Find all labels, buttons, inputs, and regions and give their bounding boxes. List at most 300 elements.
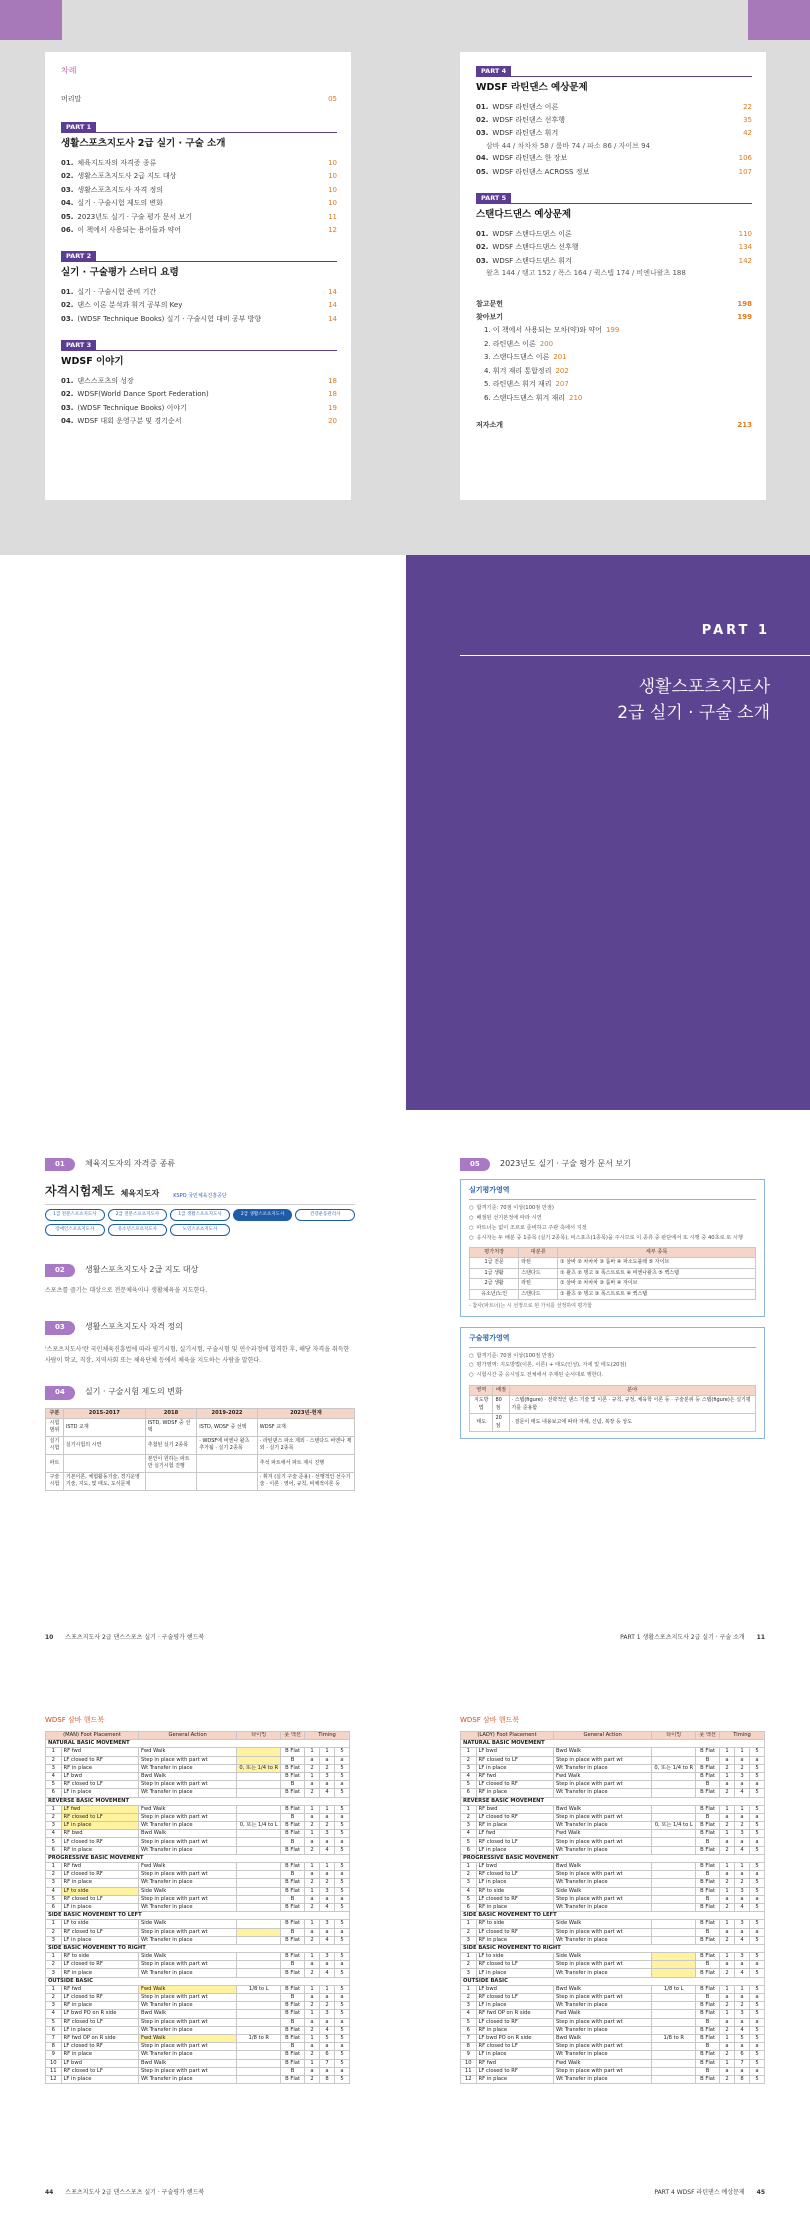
samba-cell-g: Wt Transfer in place: [138, 2026, 236, 2034]
toc-author[interactable]: [476, 419, 752, 432]
samba-cell-f: RF in place: [61, 2051, 138, 2059]
samba-cell-ti: [237, 1879, 281, 1887]
samba-cell-t3: a: [334, 2018, 349, 2026]
bullet-dot-icon: ○: [469, 1372, 474, 1379]
samba-cell-n: 2: [46, 1928, 62, 1936]
samba-cell-t1: a: [720, 1871, 735, 1879]
samba-cell-f: RF fwd: [476, 2059, 553, 2067]
samba-cell-t1: 1: [720, 1985, 735, 1993]
samba-cell-t2: 4: [320, 2026, 335, 2034]
toc-intro-label: 머리말: [61, 94, 82, 103]
samba-cell-t2: 4: [735, 1903, 750, 1911]
samba-step-row: [46, 2026, 350, 2034]
samba-cell-t3: 5: [334, 2002, 349, 2010]
samba-cell-fa: B Flat: [696, 1953, 720, 1961]
cert-tab[interactable]: 유소년스포츠지도사: [108, 1224, 168, 1236]
toc-item-text: [476, 230, 572, 239]
samba-cell-f: LF bwd: [476, 1748, 553, 1756]
toc-item-number: 02.: [476, 243, 489, 252]
toc-item[interactable]: [61, 313, 337, 326]
samba-cell-t1: a: [720, 1781, 735, 1789]
index-item[interactable]: [476, 351, 752, 364]
toc-item[interactable]: [476, 101, 752, 114]
index-item-page: 199: [605, 326, 620, 335]
toc-item-text: [61, 315, 261, 324]
samba-cell-t2: a: [320, 2018, 335, 2026]
samba-cell-ti: [652, 1879, 696, 1887]
toc-item[interactable]: [476, 241, 752, 254]
samba-cell-ti: 0, 또는 1/4 to L: [237, 1822, 281, 1830]
toc-item[interactable]: [61, 375, 337, 388]
index-item[interactable]: [476, 338, 752, 351]
toc-item[interactable]: [61, 170, 337, 183]
samba-cell-t2: a: [320, 2067, 335, 2075]
toc-item[interactable]: [61, 299, 337, 312]
samba-cell-ti: [652, 2026, 696, 2034]
samba-cell-ti: [237, 1756, 281, 1764]
samba-cell-t2: a: [320, 1961, 335, 1969]
samba-cell-f: RF fwd: [61, 1863, 138, 1871]
samba-cell-g: Step in place with part wt: [138, 1756, 236, 1764]
samba-cell-n: 6: [461, 1903, 477, 1911]
samba-cell-f: LF to side: [61, 1887, 138, 1895]
samba-cell-n: 2: [461, 1871, 477, 1879]
samba-cell-g: Wt Transfer in place: [553, 1969, 651, 1977]
samba-cell-fa: B Flat: [281, 1903, 305, 1911]
cert-tabs: [45, 1209, 355, 1236]
samba-cell-t3: 5: [749, 1863, 764, 1871]
part-rule: [61, 350, 337, 351]
samba-cell-f: RF in place: [476, 2026, 553, 2034]
samba-cell-n: 6: [46, 2026, 62, 2034]
samba-cell-g: Bwd Walk: [553, 2034, 651, 2042]
samba-cell-t2: 5: [320, 2034, 335, 2042]
toc-item[interactable]: [61, 388, 337, 401]
samba-step-row: [46, 1838, 350, 1846]
toc-item[interactable]: [476, 166, 752, 179]
samba-cell-f: RF closed to LF: [61, 2018, 138, 2026]
samba-cell-f: LF bwd PO on R side: [476, 2034, 553, 2042]
samba-step-row: [461, 2059, 765, 2067]
samba-cell-fa: B: [281, 1994, 305, 2002]
toc-item-title: WDSF 라틴댄스 휘겨: [492, 129, 559, 138]
samba-cell-t2: 1: [735, 1805, 750, 1813]
samba-cell-n: 3: [46, 1764, 62, 1772]
samba-cell-ti: [652, 1756, 696, 1764]
samba-section-row: [461, 1797, 765, 1805]
samba-cell-t2: 4: [735, 1789, 750, 1797]
samba-cell-fa: B Flat: [696, 1822, 720, 1830]
cert-tab[interactable]: 장애인스포츠지도사: [45, 1224, 105, 1236]
toc-item-text: [61, 199, 163, 208]
samba-cell-t2: a: [735, 1871, 750, 1879]
toc-item[interactable]: [61, 415, 337, 428]
samba-section-title: SIDE BASIC MOVEMENT TO RIGHT: [46, 1944, 350, 1952]
table-row: [470, 1268, 756, 1279]
samba-cell-n: 9: [46, 2051, 62, 2059]
table-cell: ISTD, WDSF 중 선택: [145, 1418, 197, 1436]
samba-right-page: [460, 1715, 765, 2084]
samba-cell-t2: 2: [320, 1879, 335, 1887]
toc-item[interactable]: [476, 255, 752, 268]
samba-cell-g: Fwd Walk: [553, 2059, 651, 2067]
toc-index-items: [476, 324, 752, 405]
table-cell: 본인이 원하는 파트만 실기시험 진행: [145, 1454, 197, 1472]
samba-cell-ti: [652, 1887, 696, 1895]
samba-left-heading: WDSF 삼바 핸드북: [45, 1716, 105, 1724]
section-03-body: '스포츠지도사'란 국민체육진흥법에 따라 필기시험, 실기시험, 구술시험 및 연수과정에 합격한 후, 해당 자격을 취득한 사람이 학교, 직장, 지역사회 또는 체육단체 등에서 체육을 지도하는 사람을 말한다.: [45, 1345, 350, 1364]
samba-cell-t3: 5: [749, 1969, 764, 1977]
samba-cell-g: Step in place with part wt: [553, 1994, 651, 2002]
samba-cell-t3: 5: [334, 1863, 349, 1871]
samba-cell-f: RF closed to LF: [476, 1961, 553, 1969]
toc-item-text: [476, 257, 572, 266]
samba-cell-fa: B: [281, 2067, 305, 2075]
table-header-cell: 2015-2017: [63, 1408, 145, 1418]
samba-cell-t3: 5: [749, 1748, 764, 1756]
samba-cell-n: 7: [46, 2034, 62, 2042]
part-rule: [476, 76, 752, 77]
samba-right-footer: [560, 2187, 765, 2196]
cert-tab[interactable]: 1급 전문스포츠지도사: [45, 1209, 105, 1221]
samba-cell-t3: 5: [749, 2034, 764, 2042]
toc-item[interactable]: [61, 157, 337, 170]
toc-item-text: [476, 168, 589, 177]
toc-intro-page: 05: [328, 94, 337, 103]
part-title: 스탠다드댄스 예상문제: [476, 208, 572, 220]
samba-step-row: [461, 2051, 765, 2059]
table-header-cell: 영역: [470, 1386, 493, 1396]
samba-cell-n: 4: [46, 1772, 62, 1780]
samba-cell-g: Step in place with part wt: [138, 1838, 236, 1846]
toc-refs-page: 198: [737, 299, 752, 308]
toc-item[interactable]: [61, 286, 337, 299]
samba-cell-fa: B: [696, 1781, 720, 1789]
samba-cell-ti: [652, 1863, 696, 1871]
samba-cell-ti: [237, 2059, 281, 2067]
samba-cell-n: 4: [461, 1772, 477, 1780]
exam-bullet: [469, 1234, 756, 1244]
samba-cell-t1: 2: [720, 1936, 735, 1944]
toc-item[interactable]: [61, 184, 337, 197]
samba-cell-ti: [652, 1813, 696, 1821]
samba-cell-ti: [237, 1789, 281, 1797]
samba-cell-f: RF closed to LF: [476, 2043, 553, 2051]
samba-cell-t3: 5: [749, 1822, 764, 1830]
samba-cell-t3: a: [749, 1838, 764, 1846]
samba-cell-ti: [652, 1772, 696, 1780]
samba-cell-t1: a: [305, 1813, 320, 1821]
samba-cell-f: RF closed to LF: [61, 2067, 138, 2075]
samba-cell-t3: a: [749, 1813, 764, 1821]
samba-section-title: NATURAL BASIC MOVEMENT: [46, 1740, 350, 1748]
cert-tab[interactable]: 2급 생활스포츠지도사: [233, 1209, 293, 1221]
toc-item[interactable]: [476, 114, 752, 127]
samba-cell-t2: 6: [320, 2051, 335, 2059]
practical-exam-table: [469, 1247, 756, 1300]
table-cell: · 스텝(figure) · 전략적인 댄스 기술 및 이론 · 규칙, 규정, 체육학 이론 등 · 구술분위 등 스텝(figure)은 실기평가를 준용함: [509, 1396, 755, 1414]
toc-item[interactable]: [476, 127, 752, 140]
samba-cell-f: RF bwd: [61, 1830, 138, 1838]
samba-cell-g: Step in place with part wt: [553, 1813, 651, 1821]
index-item-page: 210: [568, 393, 583, 402]
samba-cell-t2: a: [320, 1928, 335, 1936]
samba-cell-fa: B Flat: [281, 1863, 305, 1871]
samba-cell-t2: 1: [735, 1985, 750, 1993]
samba-step-row: [46, 2075, 350, 2083]
kspo-logo: KSPO 국민체육진흥공단: [173, 1192, 227, 1199]
table-cell: ISTD 교재: [63, 1418, 145, 1436]
toc-item[interactable]: [61, 224, 337, 237]
section-02-body: 스포츠를 즐기는 대상으로 전문체육이나 생활체육을 지도한다.: [45, 1287, 208, 1295]
samba-cell-t3: 5: [334, 1805, 349, 1813]
toc-item[interactable]: [61, 211, 337, 224]
samba-cell-n: 2: [461, 1928, 477, 1936]
samba-cell-ti: [652, 1871, 696, 1879]
toc-item-page: 14: [328, 301, 337, 310]
toc-item-number: 04.: [61, 417, 74, 426]
samba-section-row: [46, 1797, 350, 1805]
oral-exam-table: [469, 1385, 756, 1432]
part-tag: PART 2: [61, 251, 96, 262]
toc-item-number: 05.: [476, 167, 489, 176]
toc-item-title: WDSF 라틴댄스 한 장보: [492, 154, 568, 163]
samba-cell-f: RF closed to LF: [61, 1895, 138, 1903]
cert-system-title: 자격시험제도: [45, 1184, 115, 1199]
table-cell: [197, 1472, 258, 1490]
samba-cell-t2: 8: [320, 2075, 335, 2083]
samba-step-row: [461, 1813, 765, 1821]
samba-cell-g: Side Walk: [553, 1920, 651, 1928]
samba-cell-t1: 2: [305, 2026, 320, 2034]
samba-cell-n: 3: [46, 1936, 62, 1944]
samba-cell-t3: 5: [334, 1920, 349, 1928]
samba-cell-n: 5: [461, 1781, 477, 1789]
toc-item-page: 142: [738, 256, 752, 265]
samba-cell-n: 3: [461, 1969, 477, 1977]
samba-cell-t1: a: [720, 1838, 735, 1846]
section-03-number: 03: [45, 1321, 75, 1334]
samba-cell-fa: B: [696, 2018, 720, 2026]
section-02-title: 생활스포츠지도사 2급 지도 대상: [84, 1264, 199, 1274]
table-cell: 실기시험: [46, 1436, 64, 1454]
samba-cell-t2: 3: [735, 1887, 750, 1895]
samba-step-row: [46, 1994, 350, 2002]
samba-step-row: [46, 2051, 350, 2059]
samba-cell-f: LF closed to RF: [476, 2018, 553, 2026]
samba-cell-t1: 1: [305, 1863, 320, 1871]
index-item-title: 6. 스탠다드댄스 휘겨 재리: [484, 393, 565, 402]
samba-step-row: [46, 1887, 350, 1895]
left-page-footer: [45, 1632, 204, 1641]
samba-cell-f: LF in place: [61, 1822, 138, 1830]
cert-tab[interactable]: 노인스포츠지도사: [170, 1224, 230, 1236]
samba-step-row: [461, 1895, 765, 1903]
samba-cell-ti: [652, 2002, 696, 2010]
samba-cell-g: Bwd Walk: [553, 1748, 651, 1756]
samba-cell-t3: 5: [334, 2034, 349, 2042]
samba-cell-fa: B Flat: [281, 1985, 305, 1993]
cert-tab[interactable]: 1급 생활스포츠지도사: [170, 1209, 230, 1221]
cert-tab[interactable]: 2급 전문스포츠지도사: [108, 1209, 168, 1221]
samba-cell-g: Bwd Walk: [138, 2010, 236, 2018]
toc-item[interactable]: [61, 402, 337, 415]
table-row: [470, 1279, 756, 1290]
toc-spread: [0, 0, 810, 555]
samba-right-page-number: 45: [756, 2189, 765, 2196]
bullet-dot-icon: ○: [469, 1214, 474, 1221]
samba-cell-ti: [237, 1838, 281, 1846]
samba-cell-t2: 4: [735, 1969, 750, 1977]
samba-cell-t3: a: [334, 1961, 349, 1969]
samba-cell-n: 1: [46, 1805, 62, 1813]
samba-step-row: [46, 2043, 350, 2051]
samba-cell-t1: a: [305, 1928, 320, 1936]
samba-step-row: [461, 1805, 765, 1813]
samba-cell-f: LF closed to RF: [61, 1871, 138, 1879]
samba-cell-g: Step in place with part wt: [553, 1961, 651, 1969]
samba-cell-fa: B Flat: [281, 1846, 305, 1854]
samba-cell-fa: B Flat: [281, 1953, 305, 1961]
index-item[interactable]: [476, 392, 752, 405]
samba-cell-t2: 7: [320, 2059, 335, 2067]
samba-step-row: [46, 1936, 350, 1944]
samba-cell-f: RF in place: [476, 2075, 553, 2083]
cert-tab[interactable]: 건강운동관리사: [295, 1209, 355, 1221]
samba-cell-t2: a: [735, 2067, 750, 2075]
samba-cell-t1: a: [305, 1781, 320, 1789]
samba-cell-ti: [237, 1813, 281, 1821]
samba-cell-g: Fwd Walk: [553, 1830, 651, 1838]
samba-cell-ti: [237, 1936, 281, 1944]
samba-cell-f: LF bwd: [476, 1985, 553, 1993]
samba-cell-n: 10: [46, 2059, 62, 2067]
samba-cell-n: 7: [461, 2034, 477, 2042]
samba-cell-f: LF closed to RF: [61, 1961, 138, 1969]
samba-cell-fa: B Flat: [281, 1830, 305, 1838]
samba-cell-n: 5: [461, 1895, 477, 1903]
samba-cell-f: RF fwd: [61, 1748, 138, 1756]
toc-item-text: [476, 154, 567, 163]
samba-cell-g: Fwd Walk: [138, 1805, 236, 1813]
samba-cell-t3: 5: [749, 1903, 764, 1911]
samba-cell-n: 6: [461, 1789, 477, 1797]
samba-cell-t2: 3: [735, 1830, 750, 1838]
toc-item[interactable]: [61, 197, 337, 210]
toc-refs[interactable]: [476, 298, 752, 311]
part-tag: PART 1: [61, 122, 96, 133]
samba-cell-n: 12: [46, 2075, 62, 2083]
samba-cell-fa: B Flat: [696, 1887, 720, 1895]
samba-cell-g: Wt Transfer in place: [553, 2051, 651, 2059]
samba-step-row: [46, 1961, 350, 1969]
toc-item[interactable]: [476, 228, 752, 241]
toc-item-title: 생활스포츠지도사 자격 정의: [77, 185, 164, 194]
samba-cell-ti: [237, 2026, 281, 2034]
samba-cell-t3: a: [334, 1781, 349, 1789]
section-04-title: 실기 · 구술시험 제도의 변화: [84, 1387, 183, 1397]
samba-header-cell: Timing: [305, 1732, 350, 1740]
samba-cell-n: 4: [461, 2010, 477, 2018]
samba-cell-g: Step in place with part wt: [138, 1781, 236, 1789]
samba-cell-n: 4: [46, 1887, 62, 1895]
toc-item-page: 14: [328, 288, 337, 297]
samba-cell-g: Wt Transfer in place: [553, 1789, 651, 1797]
samba-cell-f: RF in place: [476, 1822, 553, 1830]
samba-cell-t2: 4: [320, 1936, 335, 1944]
toc-item-number: 01.: [476, 229, 489, 238]
samba-step-row: [46, 2034, 350, 2042]
samba-cell-f: LF fwd: [476, 1830, 553, 1838]
samba-step-row: [461, 1748, 765, 1756]
index-item[interactable]: [476, 378, 752, 391]
exam-bullet: [469, 1214, 756, 1224]
samba-cell-t3: a: [334, 2043, 349, 2051]
toc-item-title: 실기 · 구술시험 준비 기간: [77, 288, 157, 297]
samba-cell-t1: 2: [720, 1846, 735, 1854]
table-header-cell: 세부 종목: [558, 1248, 756, 1258]
samba-cell-t1: 1: [720, 2010, 735, 2018]
index-item[interactable]: [476, 365, 752, 378]
toc-part: [476, 66, 752, 179]
samba-cell-fa: B: [281, 2043, 305, 2051]
samba-step-row: [46, 1822, 350, 1830]
index-item[interactable]: [476, 324, 752, 337]
samba-cell-ti: [652, 2010, 696, 2018]
samba-cell-t3: 5: [334, 1887, 349, 1895]
samba-cell-fa: B Flat: [281, 1805, 305, 1813]
toc-item-title: 생활스포츠지도사 2급 지도 대상: [77, 172, 177, 181]
corner-decoration-right: [748, 0, 810, 40]
samba-cell-g: Step in place with part wt: [553, 2018, 651, 2026]
table-header-cell: 2018: [145, 1408, 197, 1418]
samba-cell-g: Bwd Walk: [138, 1772, 236, 1780]
table-header-cell: 2019-2022: [197, 1408, 258, 1418]
samba-step-row: [461, 1903, 765, 1911]
samba-cell-t2: 4: [320, 1846, 335, 1854]
samba-cell-n: 6: [46, 1903, 62, 1911]
samba-cell-t1: 2: [305, 1789, 320, 1797]
toc-index[interactable]: [476, 311, 752, 324]
table-header-cell: 분야: [509, 1386, 755, 1396]
samba-cell-n: 5: [46, 2018, 62, 2026]
toc-intro[interactable]: [61, 93, 337, 106]
samba-section-row: [46, 1740, 350, 1748]
toc-item-title: 체육지도자의 자격증 종류: [77, 158, 157, 167]
samba-cell-t2: a: [320, 1756, 335, 1764]
toc-item[interactable]: [476, 152, 752, 165]
cert-system-header: [45, 1183, 355, 1199]
table-cell: 기본이론, 체험활동기술, 경기운영기술, 지도, 및 태도, 도식문제: [63, 1472, 145, 1490]
samba-header-cell: 타이밍: [237, 1732, 281, 1740]
table-row: [46, 1436, 355, 1454]
index-item-title: 5. 라틴댄스 휘겨 재리: [484, 380, 552, 389]
samba-cell-n: 3: [461, 1764, 477, 1772]
samba-step-row: [46, 1895, 350, 1903]
samba-cell-fa: B Flat: [696, 1789, 720, 1797]
samba-section-row: [46, 1912, 350, 1920]
samba-cell-ti: [237, 1772, 281, 1780]
samba-cell-g: Step in place with part wt: [138, 1928, 236, 1936]
samba-cell-t3: 5: [334, 1764, 349, 1772]
samba-step-row: [46, 1772, 350, 1780]
samba-cell-fa: B Flat: [281, 1789, 305, 1797]
samba-cell-n: 3: [461, 1879, 477, 1887]
toc-item-title: 댄스스포츠의 성장: [77, 376, 134, 385]
samba-cell-f: LF closed to RF: [61, 2043, 138, 2051]
table-row: [46, 1418, 355, 1436]
samba-cell-t1: 1: [305, 2059, 320, 2067]
